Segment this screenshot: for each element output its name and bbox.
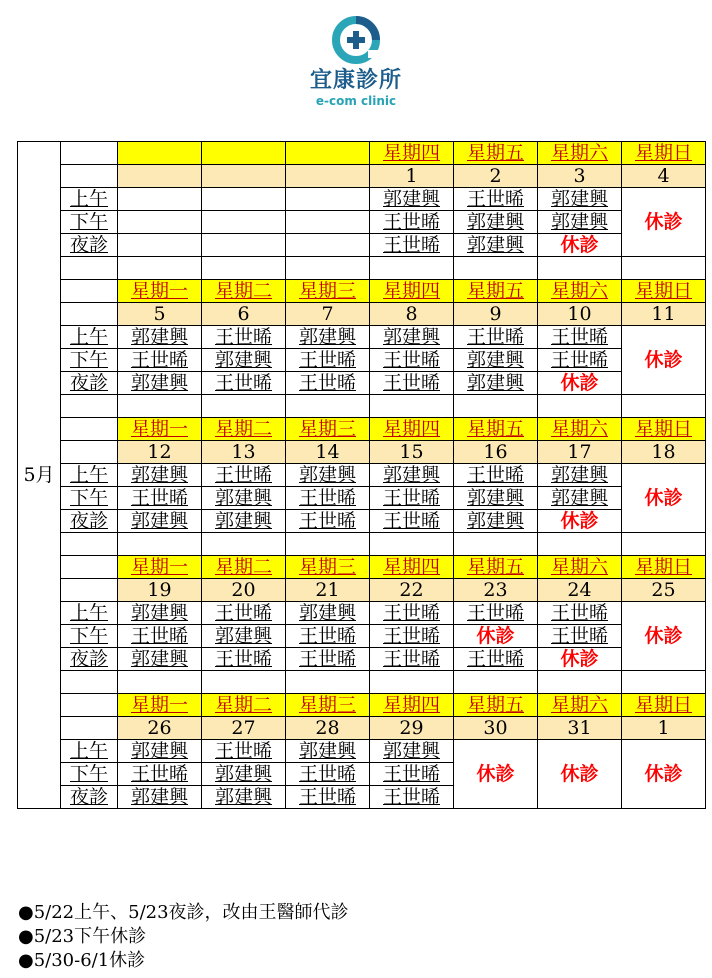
spacer-cell xyxy=(454,671,538,694)
empty-cell xyxy=(286,234,370,257)
doctor-cell: 郭建興 xyxy=(118,740,202,763)
doctor-cell: 王世晞 xyxy=(370,625,454,648)
spacer-cell xyxy=(370,257,454,280)
weekday-header: 星期六 xyxy=(538,280,622,303)
date-cell: 24 xyxy=(538,579,622,602)
doctor-cell: 王世晞 xyxy=(454,188,538,211)
doctor-cell: 郭建興 xyxy=(538,464,622,487)
shift-row-am xyxy=(18,740,706,763)
spacer-cell xyxy=(454,533,538,556)
doctor-cell: 王世晞 xyxy=(454,326,538,349)
doctor-cell: 郭建興 xyxy=(202,625,286,648)
doctor-cell: 郭建興 xyxy=(370,740,454,763)
date-cell: 28 xyxy=(286,717,370,740)
doctor-cell: 郭建興 xyxy=(118,648,202,671)
doctor-cell: 王世晞 xyxy=(370,786,454,809)
weekday-header-empty xyxy=(286,142,370,165)
weekday-header: 星期日 xyxy=(622,418,706,441)
spacer-cell xyxy=(202,671,286,694)
shift-row-pm xyxy=(18,349,706,372)
spacer-cell xyxy=(622,533,706,556)
spacer-row xyxy=(18,395,706,418)
spacer-row xyxy=(18,257,706,280)
date-cell: 4 xyxy=(622,165,706,188)
weekday-header: 星期五 xyxy=(454,418,538,441)
doctor-cell: 郭建興 xyxy=(370,326,454,349)
spacer-cell xyxy=(370,671,454,694)
weekday-header: 星期六 xyxy=(538,556,622,579)
doctor-cell: 王世晞 xyxy=(370,602,454,625)
doctor-cell: 郭建興 xyxy=(454,372,538,395)
closed-cell: 休診 xyxy=(622,464,706,533)
shift-row-night xyxy=(18,510,706,533)
clinic-name-en: e-com clinic xyxy=(315,94,397,108)
shift-label: 夜診 xyxy=(61,372,118,395)
date-cell: 22 xyxy=(370,579,454,602)
doctor-cell: 王世晞 xyxy=(118,487,202,510)
shift-row-am xyxy=(18,464,706,487)
doctor-cell: 郭建興 xyxy=(454,349,538,372)
weekday-header: 星期一 xyxy=(118,694,202,717)
date-row xyxy=(18,165,706,188)
date-cell: 13 xyxy=(202,441,286,464)
doctor-cell: 王世晞 xyxy=(370,234,454,257)
spacer-cell xyxy=(61,671,118,694)
empty-cell xyxy=(286,188,370,211)
spacer-cell xyxy=(286,533,370,556)
shift-row-am xyxy=(18,602,706,625)
spacer-cell xyxy=(202,395,286,418)
date-cell: 1 xyxy=(622,717,706,740)
empty-cell xyxy=(202,188,286,211)
empty-cell xyxy=(118,234,202,257)
doctor-cell: 王世晞 xyxy=(202,372,286,395)
closed-cell: 休診 xyxy=(622,326,706,395)
weekday-row xyxy=(18,142,706,165)
clinic-logo-icon xyxy=(330,14,382,66)
doctor-cell: 郭建興 xyxy=(370,188,454,211)
note: ●5/22上午、5/23夜診，改由王醫師代診 xyxy=(18,902,349,923)
date-cell: 6 xyxy=(202,303,286,326)
date-cell: 29 xyxy=(370,717,454,740)
doctor-cell: 郭建興 xyxy=(370,464,454,487)
weekday-header: 星期四 xyxy=(370,694,454,717)
date-cell-empty xyxy=(202,165,286,188)
weekday-header: 星期一 xyxy=(118,280,202,303)
closed-cell: 休診 xyxy=(622,602,706,671)
weekday-header: 星期六 xyxy=(538,694,622,717)
date-row xyxy=(18,579,706,602)
weekday-header: 星期二 xyxy=(202,694,286,717)
date-cell: 18 xyxy=(622,441,706,464)
doctor-cell: 郭建興 xyxy=(118,510,202,533)
note: ●5/30-6/1休診 xyxy=(18,950,146,971)
date-row xyxy=(18,441,706,464)
weekday-header: 星期五 xyxy=(454,556,538,579)
doctor-cell: 王世晞 xyxy=(454,464,538,487)
date-cell: 3 xyxy=(538,165,622,188)
shift-label: 上午 xyxy=(61,740,118,763)
closed-cell: 休診 xyxy=(538,372,622,395)
weekday-header: 星期日 xyxy=(622,142,706,165)
doctor-cell: 郭建興 xyxy=(202,763,286,786)
date-cell: 16 xyxy=(454,441,538,464)
doctor-cell: 郭建興 xyxy=(202,510,286,533)
doctor-cell: 王世晞 xyxy=(370,211,454,234)
date-cell: 14 xyxy=(286,441,370,464)
shift-label: 上午 xyxy=(61,464,118,487)
label-cell xyxy=(61,165,118,188)
date-cell: 12 xyxy=(118,441,202,464)
label-cell xyxy=(61,142,118,165)
weekday-row xyxy=(18,280,706,303)
weekday-header: 星期三 xyxy=(286,556,370,579)
closed-cell: 休診 xyxy=(622,188,706,257)
shift-label: 下午 xyxy=(61,763,118,786)
clinic-logo xyxy=(0,14,712,108)
weekday-header: 星期二 xyxy=(202,418,286,441)
doctor-cell: 郭建興 xyxy=(286,602,370,625)
closed-cell: 休診 xyxy=(454,625,538,648)
month-label: 5月 xyxy=(18,142,61,809)
spacer-cell xyxy=(538,533,622,556)
doctor-cell: 王世晞 xyxy=(370,763,454,786)
spacer-cell xyxy=(61,533,118,556)
doctor-cell: 王世晞 xyxy=(538,602,622,625)
spacer-cell xyxy=(202,533,286,556)
clinic-name: 宜康診所 xyxy=(309,68,402,93)
date-cell: 17 xyxy=(538,441,622,464)
spacer-cell xyxy=(622,395,706,418)
doctor-cell: 王世晞 xyxy=(286,648,370,671)
weekday-header: 星期四 xyxy=(370,142,454,165)
doctor-cell: 郭建興 xyxy=(454,510,538,533)
weekday-header: 星期三 xyxy=(286,418,370,441)
shift-row-am xyxy=(18,326,706,349)
spacer-cell xyxy=(370,395,454,418)
doctor-cell: 王世晞 xyxy=(202,648,286,671)
note: ●5/23下午休診 xyxy=(18,926,147,947)
label-cell xyxy=(61,556,118,579)
weekday-header: 星期四 xyxy=(370,556,454,579)
weekday-header: 星期四 xyxy=(370,280,454,303)
spacer-row xyxy=(18,671,706,694)
doctor-cell: 王世晞 xyxy=(454,602,538,625)
shift-label: 下午 xyxy=(61,487,118,510)
shift-row-night xyxy=(18,372,706,395)
spacer-cell xyxy=(118,671,202,694)
spacer-cell xyxy=(61,395,118,418)
spacer-cell xyxy=(286,257,370,280)
closed-cell: 休診 xyxy=(538,740,622,809)
doctor-cell: 王世晞 xyxy=(118,625,202,648)
spacer-cell xyxy=(61,257,118,280)
doctor-cell: 王世晞 xyxy=(202,740,286,763)
weekday-header: 星期二 xyxy=(202,280,286,303)
empty-cell xyxy=(286,211,370,234)
shift-label: 夜診 xyxy=(61,648,118,671)
shift-label: 下午 xyxy=(61,349,118,372)
label-cell xyxy=(61,280,118,303)
date-cell: 7 xyxy=(286,303,370,326)
shift-label: 下午 xyxy=(61,625,118,648)
weekday-header: 星期二 xyxy=(202,556,286,579)
label-cell xyxy=(61,418,118,441)
doctor-cell: 王世晞 xyxy=(286,349,370,372)
date-cell: 10 xyxy=(538,303,622,326)
doctor-cell: 郭建興 xyxy=(538,487,622,510)
date-cell: 21 xyxy=(286,579,370,602)
date-cell: 25 xyxy=(622,579,706,602)
empty-cell xyxy=(118,188,202,211)
doctor-cell: 郭建興 xyxy=(202,487,286,510)
shift-label: 夜診 xyxy=(61,234,118,257)
doctor-cell: 郭建興 xyxy=(202,349,286,372)
shift-label: 上午 xyxy=(61,188,118,211)
shift-row-pm xyxy=(18,625,706,648)
shift-label: 上午 xyxy=(61,602,118,625)
weekday-row xyxy=(18,694,706,717)
doctor-cell: 王世晞 xyxy=(370,372,454,395)
spacer-cell xyxy=(286,395,370,418)
spacer-cell xyxy=(454,395,538,418)
date-cell: 26 xyxy=(118,717,202,740)
date-cell: 5 xyxy=(118,303,202,326)
date-cell: 27 xyxy=(202,717,286,740)
doctor-cell: 郭建興 xyxy=(118,464,202,487)
doctor-cell: 王世晞 xyxy=(286,625,370,648)
date-cell: 9 xyxy=(454,303,538,326)
shift-row-night xyxy=(18,648,706,671)
shift-row-pm xyxy=(18,487,706,510)
weekday-header: 星期三 xyxy=(286,694,370,717)
shift-row-pm xyxy=(18,211,706,234)
spacer-cell xyxy=(622,671,706,694)
label-cell xyxy=(61,694,118,717)
doctor-cell: 王世晞 xyxy=(538,625,622,648)
schedule-table xyxy=(17,141,706,809)
doctor-cell: 王世晞 xyxy=(370,487,454,510)
shift-label: 夜診 xyxy=(61,786,118,809)
doctor-cell: 王世晞 xyxy=(286,510,370,533)
date-cell: 31 xyxy=(538,717,622,740)
empty-cell xyxy=(202,211,286,234)
spacer-cell xyxy=(454,257,538,280)
doctor-cell: 王世晞 xyxy=(370,510,454,533)
date-cell-empty xyxy=(118,165,202,188)
spacer-cell xyxy=(118,257,202,280)
doctor-cell: 郭建興 xyxy=(286,740,370,763)
doctor-cell: 郭建興 xyxy=(538,188,622,211)
doctor-cell: 王世晞 xyxy=(118,349,202,372)
date-cell-empty xyxy=(286,165,370,188)
doctor-cell: 郭建興 xyxy=(118,372,202,395)
doctor-cell: 王世晞 xyxy=(370,349,454,372)
date-cell: 15 xyxy=(370,441,454,464)
doctor-cell: 郭建興 xyxy=(538,211,622,234)
doctor-cell: 郭建興 xyxy=(454,211,538,234)
doctor-cell: 郭建興 xyxy=(454,234,538,257)
doctor-cell: 郭建興 xyxy=(118,786,202,809)
date-cell: 30 xyxy=(454,717,538,740)
spacer-row xyxy=(18,533,706,556)
date-cell: 1 xyxy=(370,165,454,188)
date-cell: 2 xyxy=(454,165,538,188)
doctor-cell: 郭建興 xyxy=(202,786,286,809)
date-cell: 19 xyxy=(118,579,202,602)
doctor-cell: 王世晞 xyxy=(286,372,370,395)
doctor-cell: 王世晞 xyxy=(538,349,622,372)
spacer-cell xyxy=(118,533,202,556)
closed-cell: 休診 xyxy=(538,648,622,671)
spacer-cell xyxy=(370,533,454,556)
date-cell: 8 xyxy=(370,303,454,326)
doctor-cell: 王世晞 xyxy=(454,648,538,671)
shift-label: 上午 xyxy=(61,326,118,349)
closed-cell: 休診 xyxy=(622,740,706,809)
spacer-cell xyxy=(538,395,622,418)
spacer-cell xyxy=(202,257,286,280)
date-cell: 20 xyxy=(202,579,286,602)
date-row xyxy=(18,717,706,740)
doctor-cell: 王世晞 xyxy=(202,602,286,625)
empty-cell xyxy=(202,234,286,257)
label-cell xyxy=(61,441,118,464)
spacer-cell xyxy=(538,257,622,280)
weekday-header-empty xyxy=(202,142,286,165)
weekday-header: 星期四 xyxy=(370,418,454,441)
weekday-header: 星期五 xyxy=(454,142,538,165)
date-cell: 11 xyxy=(622,303,706,326)
weekday-header: 星期五 xyxy=(454,280,538,303)
spacer-cell xyxy=(622,257,706,280)
doctor-cell: 郭建興 xyxy=(286,464,370,487)
empty-cell xyxy=(118,211,202,234)
doctor-cell: 王世晞 xyxy=(370,648,454,671)
weekday-row xyxy=(18,418,706,441)
date-cell: 23 xyxy=(454,579,538,602)
spacer-cell xyxy=(286,671,370,694)
weekday-header-empty xyxy=(118,142,202,165)
doctor-cell: 王世晞 xyxy=(202,464,286,487)
weekday-header: 星期五 xyxy=(454,694,538,717)
doctor-cell: 王世晞 xyxy=(286,487,370,510)
label-cell xyxy=(61,717,118,740)
weekday-header: 星期一 xyxy=(118,556,202,579)
closed-cell: 休診 xyxy=(538,510,622,533)
weekday-header: 星期六 xyxy=(538,418,622,441)
date-row xyxy=(18,303,706,326)
weekday-header: 星期日 xyxy=(622,280,706,303)
weekday-header: 星期一 xyxy=(118,418,202,441)
doctor-cell: 王世晞 xyxy=(286,786,370,809)
shift-row-am xyxy=(18,188,706,211)
shift-label: 下午 xyxy=(61,211,118,234)
doctor-cell: 郭建興 xyxy=(286,326,370,349)
closed-cell: 休診 xyxy=(538,234,622,257)
doctor-cell: 郭建興 xyxy=(454,487,538,510)
doctor-cell: 郭建興 xyxy=(118,602,202,625)
doctor-cell: 王世晞 xyxy=(286,763,370,786)
closed-cell: 休診 xyxy=(454,740,538,809)
shift-label: 夜診 xyxy=(61,510,118,533)
weekday-header: 星期日 xyxy=(622,556,706,579)
doctor-cell: 郭建興 xyxy=(118,326,202,349)
label-cell xyxy=(61,579,118,602)
spacer-cell xyxy=(118,395,202,418)
weekday-header: 星期六 xyxy=(538,142,622,165)
label-cell xyxy=(61,303,118,326)
spacer-cell xyxy=(538,671,622,694)
doctor-cell: 王世晞 xyxy=(538,326,622,349)
doctor-cell: 王世晞 xyxy=(202,326,286,349)
weekday-header: 星期三 xyxy=(286,280,370,303)
shift-row-night xyxy=(18,234,706,257)
doctor-cell: 王世晞 xyxy=(118,763,202,786)
weekday-header: 星期日 xyxy=(622,694,706,717)
weekday-row xyxy=(18,556,706,579)
notes xyxy=(18,901,349,973)
